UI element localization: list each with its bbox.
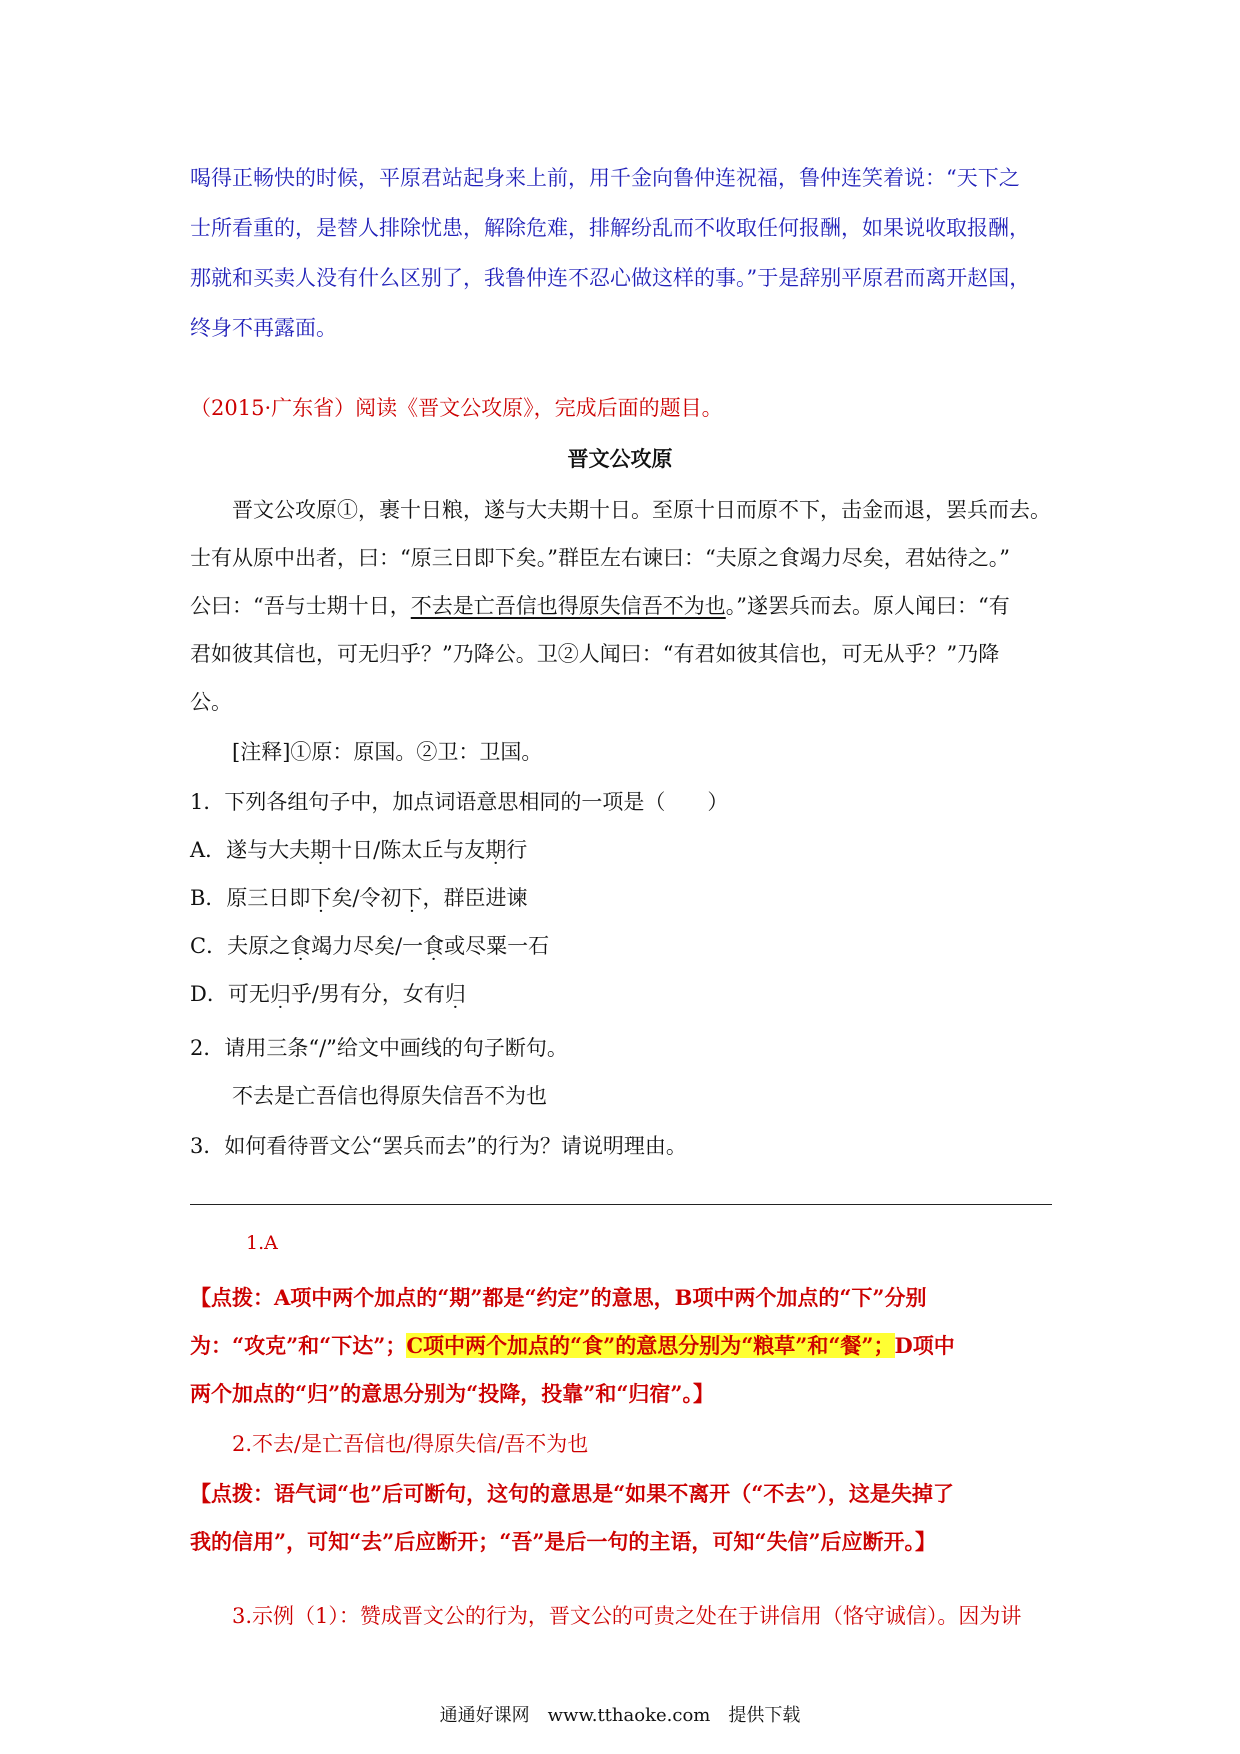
dotted-word: 归 — [269, 982, 291, 1006]
dotted-word: 食 — [290, 934, 312, 958]
dotted-word: 期 — [310, 838, 332, 862]
passage-title: 晋文公攻原 — [567, 446, 673, 471]
divider — [190, 1204, 1052, 1205]
passage-line-4: 君如彼其信也，可无归乎？”乃降公。卫②人闻曰：“有君如彼其信也，可无从乎？”乃降 — [190, 642, 1000, 666]
question-intro: （2015·广东省）阅读《晋文公攻原》，完成后面的题目。 — [190, 396, 723, 420]
translation-line-2: 士所看重的，是替人排除忧患，解除危难，排解纷乱而不收取任何报酬，如果说收取报酬， — [190, 216, 1030, 240]
answer-2: 2.不去/是亡吾信也/得原失信/吾不为也 — [232, 1432, 589, 1456]
passage-line-1: 晋文公攻原①，裹十日粮，遂与大夫期十日。至原十日而原不下，击金而退，罢兵而去。 — [232, 498, 1051, 522]
option-b-text: B．原三日即 — [190, 886, 311, 910]
passage-line-3-end: 。”遂罢兵而去。原人闻曰：“有 — [725, 594, 1010, 618]
dotted-word: 下 — [310, 886, 332, 910]
option-d-text: D．可无 — [190, 982, 270, 1006]
passage-line-3 — [190, 590, 1010, 620]
underlined-sentence: 不去是亡吾信也得原失信吾不为也 — [410, 594, 726, 618]
option-d-text: 乎/男有分，女有 — [290, 982, 445, 1006]
question-3: 3．如何看待晋文公“罢兵而去”的行为？请说明理由。 — [190, 1134, 687, 1158]
option-a-text: 十日/陈太丘与友 — [331, 838, 486, 862]
option-a-text: 行 — [506, 838, 528, 862]
option-b-text: ，群臣进谏 — [422, 886, 528, 910]
option-a — [190, 834, 527, 864]
answer-1: 1.A — [246, 1232, 278, 1254]
question-2: 2．请用三条“/”给文中画线的句子断句。 — [190, 1036, 568, 1060]
option-c-text: 竭力尽矣/一 — [311, 934, 424, 958]
passage-line-2: 士有从原中出者，曰：“原三日即下矣。”群臣左右谏曰：“夫原之食竭力尽矣，君姑待之。” — [190, 546, 1010, 570]
option-b-text: 矣/令初 — [331, 886, 402, 910]
answer-1-tip-line-3: 两个加点的“归”的意思分别为“投降，投靠”和“归宿”。】 — [190, 1381, 714, 1406]
passage-notes: [注释]①原：原国。②卫：卫国。 — [232, 740, 543, 764]
answer-1-tip-line-2 — [190, 1330, 955, 1360]
option-d — [190, 978, 466, 1008]
dotted-word: 期 — [485, 838, 507, 862]
dotted-word: 下 — [401, 886, 423, 910]
answer-1-tip-text: D项中 — [894, 1333, 955, 1358]
page-footer: 通通好课网 www.tthaoke.com 提供下载 — [439, 1705, 801, 1726]
dotted-word: 食 — [423, 934, 445, 958]
option-c — [190, 930, 549, 960]
answer-2-tip-line-2: 我的信用”，可知“去”后应断开；“吾”是后一句的主语，可知“失信”后应断开。】 — [190, 1529, 937, 1554]
option-c-text: 或尽粟一石 — [444, 934, 550, 958]
translation-line-1: 喝得正畅快的时候，平原君站起身来上前，用千金向鲁仲连祝福，鲁仲连笑着说：“天下之 — [190, 166, 1020, 190]
answer-2-tip-line-1: 【点拨：语气词“也”后可断句，这句的意思是“如果不离开（“不去”），这是失掉了 — [190, 1481, 954, 1506]
question-1: 1．下列各组句子中，加点词语意思相同的一项是（ ） — [190, 790, 729, 814]
option-a-text: A．遂与大夫 — [190, 838, 311, 862]
option-b — [190, 882, 528, 912]
translation-line-4: 终身不再露面。 — [190, 316, 337, 340]
passage-line-5: 公。 — [190, 690, 232, 714]
answer-3: 3.示例（1）：赞成晋文公的行为，晋文公的可贵之处在于讲信用（恪守诚信）。因为讲 — [232, 1604, 1022, 1628]
answer-1-tip-text: 为：“攻克”和“下达”； — [190, 1333, 407, 1358]
highlighted-text: C项中两个加点的“食”的意思分别为“粮草”和“餐”； — [406, 1333, 895, 1358]
passage-line-3-start: 公曰：“吾与士期十日， — [190, 594, 411, 618]
question-2-sentence: 不去是亡吾信也得原失信吾不为也 — [232, 1084, 547, 1108]
option-c-text: C．夫原之 — [190, 934, 291, 958]
translation-line-3: 那就和买卖人没有什么区别了，我鲁仲连不忍心做这样的事。”于是辞别平原君而离开赵国， — [190, 266, 1031, 290]
dotted-word: 归 — [444, 982, 466, 1006]
answer-1-tip-line-1: 【点拨：A项中两个加点的“期”都是“约定”的意思，B项中两个加点的“下”分别 — [190, 1285, 927, 1310]
